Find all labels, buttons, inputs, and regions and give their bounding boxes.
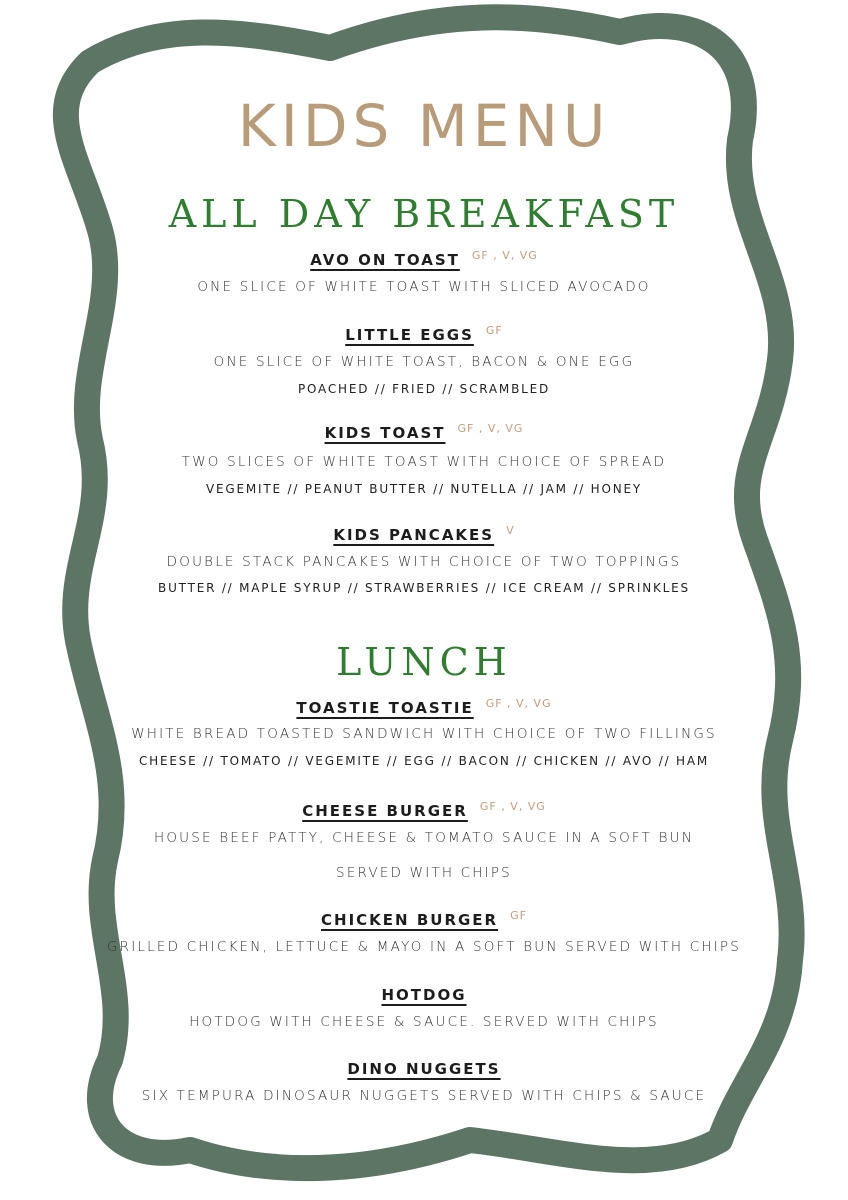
dietary-tags: GF , V, VG (485, 697, 552, 710)
item-name: CHICKEN BURGER (321, 911, 499, 929)
item-description: HOTDOG WITH CHEESE & SAUCE. SERVED WITH CHIPS (189, 1014, 659, 1030)
item-options: CHEESE // TOMATO // VEGEMITE // EGG // BACON // CHICKEN // AVO // HAM (138, 754, 710, 768)
menu-item-dino-nuggets (0, 1059, 848, 1078)
dietary-tags: GF (485, 324, 503, 337)
item-description: SIX TEMPURA DINOSAUR NUGGETS SERVED WITH CHIPS & SAUCE (141, 1088, 707, 1104)
item-name: KIDS PANCAKES (333, 526, 495, 544)
dietary-tags: V (506, 524, 515, 537)
item-name: HOTDOG (381, 986, 467, 1004)
menu-item-little-eggs (0, 325, 848, 344)
dietary-tags: GF , V, VG (471, 249, 538, 262)
section-heading-lunch: LUNCH (336, 640, 512, 684)
item-description: WHITE BREAD TOASTED SANDWICH WITH CHOICE OF TWO FILLINGS (131, 726, 717, 742)
item-description: ONE SLICE OF WHITE TOAST WITH SLICED AVOCADO (197, 279, 651, 295)
menu-item-avo-on-toast (0, 250, 848, 269)
item-name: DINO NUGGETS (347, 1060, 501, 1078)
menu-item-kids-toast (0, 423, 848, 442)
item-options: BUTTER // MAPLE SYRUP // STRAWBERRIES // ICE CREAM // SPRINKLES (158, 581, 690, 595)
item-name: TOASTIE TOASTIE (296, 699, 474, 717)
item-description: HOUSE BEEF PATTY, CHEESE & TOMATO SAUCE IN A SOFT BUN (153, 830, 695, 846)
item-name: CHEESE BURGER (302, 802, 468, 820)
item-description: DOUBLE STACK PANCAKES WITH CHOICE OF TWO TOPPINGS (166, 554, 682, 570)
item-name: AVO ON TOAST (310, 251, 460, 269)
item-options: VEGEMITE // PEANUT BUTTER // NUTELLA // JAM // HONEY (205, 482, 643, 496)
item-name: KIDS TOAST (324, 424, 446, 442)
menu-item-chicken-burger (0, 910, 848, 929)
menu-item-cheese-burger (0, 801, 848, 820)
item-description: ONE SLICE OF WHITE TOAST, BACON & ONE EGG (213, 354, 635, 370)
menu-item-kids-pancakes (0, 525, 848, 544)
item-options: POACHED // FRIED // SCRAMBLED (297, 382, 551, 396)
item-description: GRILLED CHICKEN, LETTUCE & MAYO IN A SOFT BUN SERVED WITH CHIPS (107, 939, 741, 955)
dietary-tags: GF , V, VG (457, 422, 524, 435)
dietary-tags: GF (510, 909, 527, 922)
menu-title: KIDS MENU (237, 92, 611, 160)
section-heading-breakfast: ALL DAY BREAKFAST (168, 192, 680, 236)
item-description: TWO SLICES OF WHITE TOAST WITH CHOICE OF SPREAD (181, 454, 667, 470)
menu-item-hotdog (0, 985, 848, 1004)
item-name: LITTLE EGGS (345, 326, 474, 344)
dietary-tags: GF , V, VG (479, 800, 546, 813)
item-description-extra: SERVED WITH CHIPS (336, 865, 512, 881)
menu-item-toastie-toastie (0, 698, 848, 717)
